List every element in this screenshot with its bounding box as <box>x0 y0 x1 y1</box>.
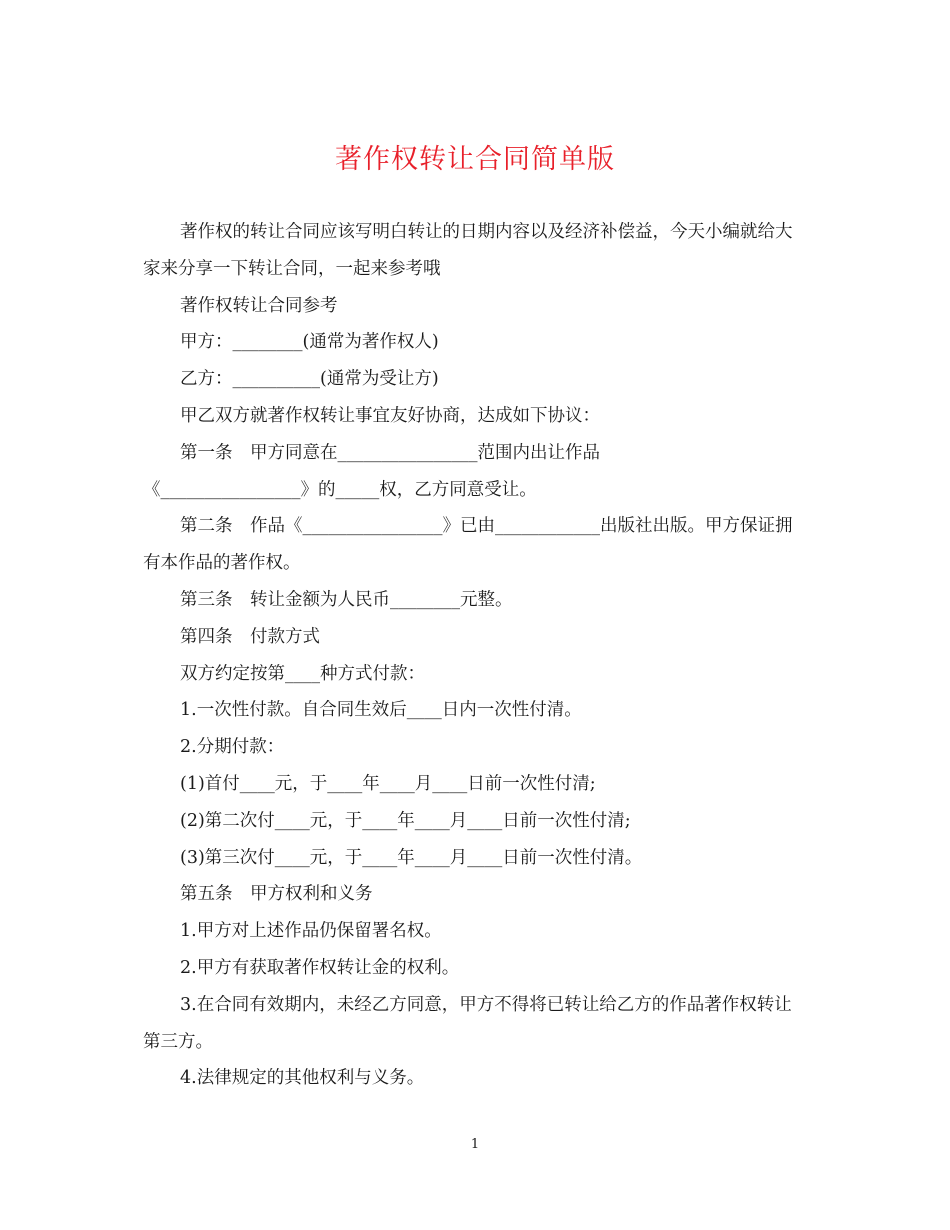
article-1-line-2: 《________________》的_____权，乙方同意受让。 <box>143 479 537 500</box>
installment-1: (1)首付____元，于____年____月____日前一次性付清; <box>180 773 596 794</box>
article-5-item-1: 1.甲方对上述作品仍保留署名权。 <box>180 921 442 942</box>
payment-option-2: 2.分期付款： <box>180 737 285 758</box>
article-2: 第二条 作品《________________》已由____________出版社出版。甲方保证拥有本作品的著作权。 <box>143 516 793 574</box>
article-3: 第三条 转让金额为人民币________元整。 <box>180 589 513 610</box>
article-5-item-3: 3.在合同有效期内，未经乙方同意，甲方不得将已转让给乙方的作品著作权转让第三方。 <box>143 994 792 1052</box>
article-4-heading: 第四条 付款方式 <box>180 626 320 647</box>
party-b-line: 乙方：__________(通常为受让方) <box>180 369 439 390</box>
payment-method-choice: 双方约定按第____种方式付款： <box>180 663 425 684</box>
payment-option-1: 1.一次性付款。自合同生效后____日内一次性付清。 <box>180 700 582 721</box>
installment-2: (2)第二次付____元，于____年____月____日前一次性付清; <box>180 810 631 831</box>
article-1-line-1: 第一条 甲方同意在________________范围内出让作品 <box>180 442 600 463</box>
document-body <box>143 214 807 1097</box>
article-5-heading: 第五条 甲方权利和义务 <box>180 884 373 905</box>
party-a-line: 甲方：________(通常为著作权人) <box>180 332 439 353</box>
intro-paragraph: 著作权的转让合同应该写明白转让的日期内容以及经济补偿益，今天小编就给大家来分享一下转让合同，一起来参考哦 <box>143 222 793 279</box>
document-title: 著作权转让合同简单版 <box>335 144 615 175</box>
article-5-item-4: 4.法律规定的其他权利与义务。 <box>180 1068 425 1089</box>
page-number: 1 <box>470 1137 480 1152</box>
agreement-preamble: 甲乙双方就著作权转让事宜友好协商，达成如下协议： <box>180 405 600 426</box>
article-5-item-2: 2.甲方有获取著作权转让金的权利。 <box>180 957 460 978</box>
contract-subtitle: 著作权转让合同参考 <box>180 295 338 316</box>
installment-3: (3)第三次付____元，于____年____月____日前一次性付清。 <box>180 847 643 868</box>
